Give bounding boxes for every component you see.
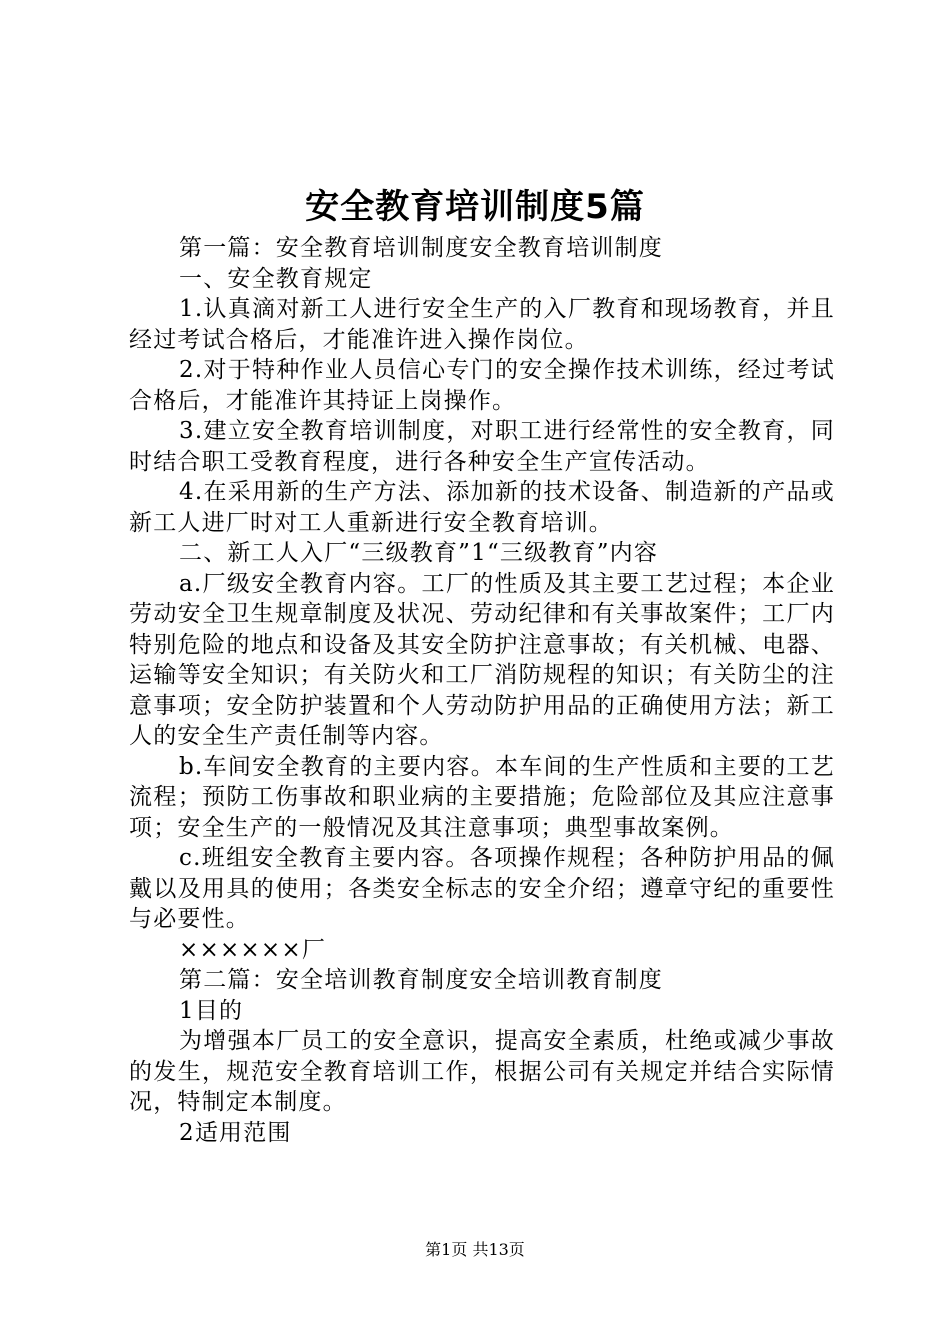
paragraph-item-4: 4.在采用新的生产方法、添加新的技术设备、制造新的产品或新工人进厂时对工人重新进行安全教育培训。 [129,479,835,536]
paragraph-item-3: 3.建立安全教育培训制度，对职工进行经常性的安全教育，同时结合职工受教育程度，进行各种安全生产宣传活动。 [129,418,835,475]
paragraph-item-a: a.厂级安全教育内容。工厂的性质及其主要工艺过程；本企业劳动安全卫生规章制度及状况、劳动纪律和有关事故案件；工厂内特别危险的地点和设备及其安全防护注意事故；有关机械、电器、运输等安全知识；有关防火和工厂消防规程的知识；有关防尘的注意事项；安全防护装置和个人劳动防护用品的正确使用方法；新工人的安全生产责任制等内容。 [129,570,835,749]
document-body [129,233,835,1148]
subheading-purpose: 1目的 [179,997,244,1024]
page-footer: 第1页 共13页 [425,1240,525,1259]
section-heading-part-1: 第一篇：安全教育培训制度安全教育培训制度 [179,235,663,261]
paragraph-item-c: c.班组安全教育主要内容。各项操作规程；各种防护用品的佩戴以及用具的使用；各类安全标志的安全介绍；遵章守纪的重要性与必要性。 [129,845,835,932]
paragraph-item-2: 2.对于特种作业人员信心专门的安全操作技术训练，经过考试合格后，才能准许其持证上岗操作。 [129,357,835,414]
paragraph-item-b: b.车间安全教育的主要内容。本车间的生产性质和主要的工艺流程；预防工伤事故和职业病的主要措施；危险部位及其应注意事项；安全生产的一般情况及其注意事项；典型事故案例。 [129,753,835,841]
paragraph-item-1: 1.认真滴对新工人进行安全生产的入厂教育和现场教育，并且经过考试合格后，才能准许进入操作岗位。 [129,296,835,353]
subheading-safety-rules: 一、安全教育规定 [179,265,373,292]
subheading-scope: 2适用范围 [179,1119,292,1146]
paragraph-purpose: 为增强本厂员工的安全意识，提高安全素质，杜绝或减少事故的发生，规范安全教育培训工作，根据公司有关规定并结合实际情况，特制定本制度。 [129,1028,835,1115]
document-title: 安全教育培训制度5篇 [305,187,645,227]
section-heading-part-2: 第二篇：安全培训教育制度安全培训教育制度 [179,967,663,993]
factory-signature: ××××××厂 [179,936,327,963]
subheading-three-level-education: 二、新工人入厂“三级教育”1“三级教育”内容 [179,540,659,566]
